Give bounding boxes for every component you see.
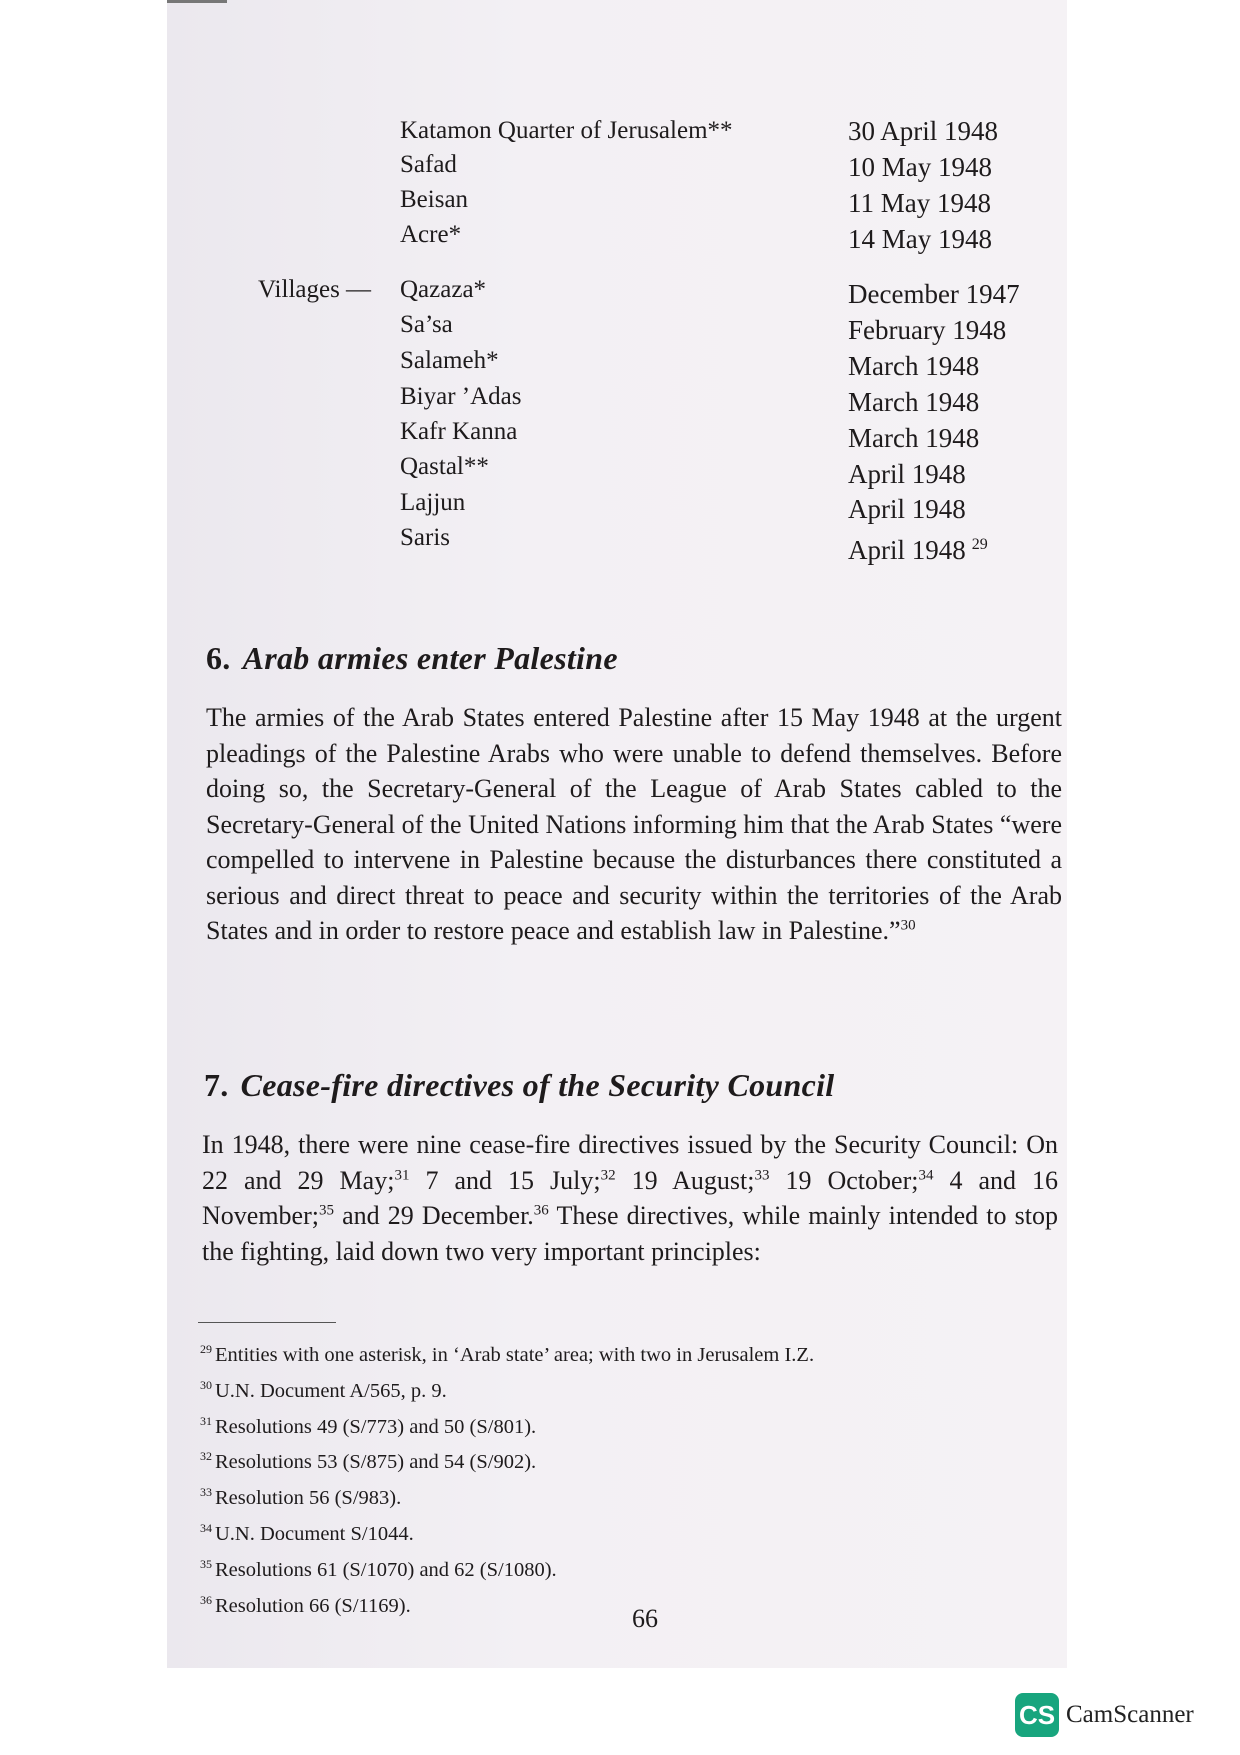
footnote-ref: 33 — [754, 1166, 770, 1183]
section-body-text: 4 and 16 November; — [202, 1165, 1058, 1230]
village-name: Kafr Kanna — [400, 418, 518, 445]
footnote — [200, 1406, 814, 1442]
footnote-number: 36 — [200, 1592, 212, 1607]
footnote — [200, 1585, 814, 1621]
section-body — [202, 1127, 1058, 1269]
camscanner-logo-icon: CS — [1015, 1693, 1059, 1737]
village-date — [848, 530, 988, 565]
village-date-text: April 1948 — [848, 535, 966, 565]
village-name: Qastal** — [400, 453, 489, 480]
footnote-number: 33 — [200, 1485, 212, 1500]
section-number: 7. — [204, 1067, 229, 1103]
footnote — [200, 1441, 814, 1477]
village-name: Salameh* — [400, 347, 499, 374]
footnote-text: U.N. Document A/565, p. 9. — [215, 1379, 447, 1402]
footnote-ref: 32 — [600, 1166, 616, 1183]
footnote-ref: 34 — [918, 1166, 934, 1183]
village-name: Biyar ’Adas — [400, 383, 522, 410]
village-date: March 1948 — [848, 387, 980, 417]
village-date: April 1948 — [848, 459, 966, 489]
section-body-text: 19 October; — [769, 1165, 919, 1195]
town-date: 30 April 1948 — [848, 116, 999, 146]
footnote-text: Entities with one asterisk, in ‘Arab state’ area; with two in Jerusalem I.Z. — [215, 1343, 815, 1366]
footnote — [200, 1513, 814, 1549]
section-body-text: In 1948, there were nine cease-fire directives issued by the Security Council: On 22 and 29 May; — [202, 1130, 1058, 1195]
footnote-text: Resolutions 53 (S/875) and 54 (S/902). — [215, 1451, 537, 1474]
section-title: Arab armies enter Palestine — [242, 640, 618, 676]
footnote — [200, 1334, 814, 1370]
section-title: Cease-fire directives of the Security Council — [240, 1067, 835, 1103]
footnote-ref: 29 — [971, 536, 988, 553]
footnote — [200, 1370, 814, 1406]
footnote-ref: 35 — [318, 1202, 334, 1219]
footnote-rule — [198, 1322, 336, 1323]
footnote-number: 35 — [200, 1556, 212, 1571]
footnote-ref: 36 — [533, 1202, 549, 1219]
section-heading — [204, 1067, 834, 1104]
footnote-number: 31 — [200, 1413, 212, 1428]
section-body-text: and 29 December. — [333, 1201, 534, 1230]
footnote-ref: 31 — [394, 1166, 410, 1183]
town-name: Beisan — [400, 186, 469, 213]
section-heading — [206, 640, 618, 677]
footnote-text: Resolutions 61 (S/1070) and 62 (S/1080). — [215, 1558, 557, 1581]
section-body-text: The armies of the Arab States entered Palestine after 15 May 1948 at the urgent pleadings of the Palestine Arabs who were unable to defend themselves. Before doing so, the Secretary-General of the League of Arab States cabled to the Secretary-General of the United Nations informing him that the Arab States “were compelled to intervene in Palestine because the disturbances there constituted a serious and direct threat to peace and security within the territories of the Arab States and in order to restore peace and establish law in Palestine.” — [206, 703, 1062, 945]
village-date: February 1948 — [848, 315, 1007, 345]
section-body — [206, 700, 1062, 949]
villages-label: Villages — — [258, 276, 372, 303]
footnote-text: Resolutions 49 (S/773) and 50 (S/801). — [215, 1415, 537, 1438]
town-name: Katamon Quarter of Jerusalem** — [400, 117, 733, 144]
village-name: Saris — [400, 524, 450, 551]
footnote-text: Resolution 56 (S/983). — [215, 1487, 402, 1510]
page-edge-line — [167, 0, 227, 3]
footnote-number: 34 — [200, 1521, 212, 1536]
village-date: April 1948 — [848, 494, 966, 524]
village-name: Sa’sa — [400, 311, 453, 338]
footnote-number: 32 — [200, 1449, 212, 1464]
footnote-text: Resolution 66 (S/1169). — [215, 1594, 411, 1617]
footnote-ref: 30 — [900, 917, 916, 934]
footnote-number: 30 — [200, 1377, 212, 1392]
footnote — [200, 1549, 814, 1585]
town-date: 10 May 1948 — [848, 152, 992, 182]
page-number: 66 — [632, 1604, 658, 1633]
village-name: Lajjun — [400, 489, 466, 516]
town-date: 14 May 1948 — [848, 224, 992, 254]
town-date: 11 May 1948 — [848, 188, 991, 218]
section-number: 6. — [206, 640, 231, 676]
village-date: March 1948 — [848, 423, 980, 453]
section-body-text: These directives, while mainly intended to stop the fighting, laid down two very important principles: — [202, 1201, 1058, 1266]
town-name: Acre* — [400, 221, 462, 248]
village-date: December 1947 — [848, 279, 1020, 309]
village-name: Qazaza* — [400, 276, 487, 303]
footnote-number: 29 — [200, 1342, 212, 1356]
footnote-text: U.N. Document S/1044. — [215, 1522, 414, 1545]
village-date: March 1948 — [848, 351, 980, 381]
footnote — [200, 1477, 814, 1513]
section-body-text: 19 August; — [615, 1165, 755, 1195]
town-name: Safad — [400, 151, 457, 178]
section-body-text: 7 and 15 July; — [409, 1165, 601, 1195]
camscanner-watermark — [1015, 1693, 1194, 1737]
camscanner-text: CamScanner — [1066, 1701, 1194, 1728]
footnotes — [200, 1334, 814, 1621]
